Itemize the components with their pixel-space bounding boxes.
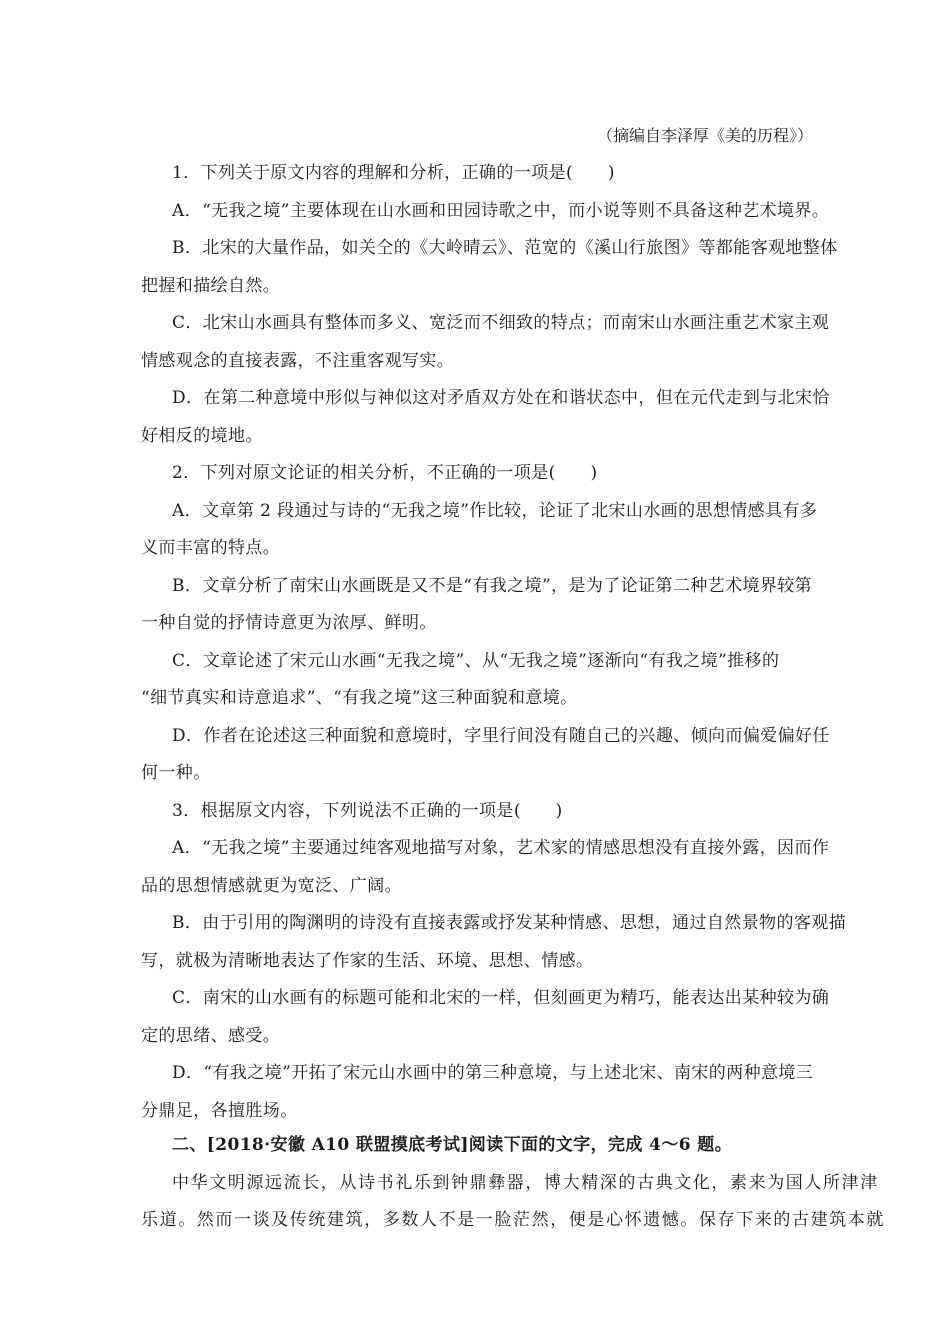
- text-line-q3d2: 分鼎足，各擅胜场。: [141, 1101, 298, 1121]
- text-line-q3a1: A．“无我之境”主要通过纯客观地描写对象，艺术家的情感思想没有直接外露，因而作: [172, 838, 830, 858]
- passage-line-1: 中华文明源远流长，从诗书礼乐到钟鼎彝器，博大精深的古典文化，素来为国人所津津: [172, 1173, 879, 1193]
- text-line-q3d1: D．“有我之境”开拓了宋元山水画中的第三种意境，与上述北宋、南宋的两种意境三: [172, 1063, 814, 1083]
- text-line-q3b1: B．由于引用的陶渊明的诗没有直接表露或抒发某种情感、思想，通过自然景物的客观描: [172, 913, 847, 933]
- section-heading: 二、[2018·安徽 A10 联盟摸底考试]阅读下面的文字，完成 4～6 题。: [172, 1135, 733, 1155]
- source-citation: （摘编自李泽厚《美的历程》）: [596, 126, 813, 145]
- text-line-q2b2: 一种自觉的抒情诗意更为浓厚、鲜明。: [141, 613, 437, 633]
- text-line-q2a2: 义而丰富的特点。: [141, 538, 281, 558]
- text-line-q1: 1．下列关于原文内容的理解和分析，正确的一项是( ): [172, 163, 615, 183]
- text-line-q1c1: C．北宋山水画具有整体而多义、宽泛而不细致的特点；而南宋山水画注重艺术家主观: [172, 313, 830, 333]
- text-line-q3c2: 定的思绪、感受。: [141, 1026, 281, 1046]
- passage-line-2: 乐道。然而一谈及传统建筑，多数人不是一脸茫然，便是心怀遗憾。保存下来的古建筑本就: [141, 1210, 885, 1230]
- text-line-q1a: A．“无我之境”主要体现在山水画和田园诗歌之中，而小说等则不具备这种艺术境界。: [172, 201, 830, 221]
- text-line-q2: 2．下列对原文论证的相关分析，不正确的一项是( ): [172, 463, 598, 483]
- text-line-q3: 3．根据原文内容，下列说法不正确的一项是( ): [172, 801, 563, 821]
- text-line-q2a1: A．文章第 2 段通过与诗的“无我之境”作比较，论证了北宋山水画的思想情感具有多: [172, 501, 818, 521]
- text-line-q2d1: D．作者在论述这三种面貌和意境时，字里行间没有随自己的兴趣、倾向而偏爱偏好任: [172, 726, 830, 746]
- text-line-q2d2: 何一种。: [141, 763, 211, 783]
- text-line-q1d1: D．在第二种意境中形似与神似这对矛盾双方处在和谐状态中，但在元代走到与北宋恰: [172, 388, 830, 408]
- text-line-q2c2: “细节真实和诗意追求”、“有我之境”这三种面貌和意境。: [141, 688, 578, 708]
- text-line-q3c1: C．南宋的山水画有的标题可能和北宋的一样，但刻画更为精巧，能表达出某种较为确: [172, 988, 830, 1008]
- text-line-q1c2: 情感观念的直接表露，不注重客观写实。: [141, 351, 455, 371]
- text-line-q3a2: 品的思想情感就更为宽泛、广阔。: [141, 876, 402, 896]
- text-line-q2b1: B．文章分析了南宋山水画既是又不是“有我之境”，是为了论证第二种艺术境界较第: [172, 576, 813, 596]
- text-line-q1b1: B．北宋的大量作品，如关仝的《大岭晴云》、范宽的《溪山行旅图》等都能客观地整体: [172, 238, 838, 258]
- text-line-q1b2: 把握和描绘自然。: [141, 276, 281, 296]
- text-line-q3b2: 写，就极为清晰地表达了作家的生活、环境、思想、情感。: [141, 951, 594, 971]
- text-line-q2c1: C．文章论述了宋元山水画“无我之境”、从“无我之境”逐渐向“有我之境”推移的: [172, 651, 780, 671]
- text-line-q1d2: 好相反的境地。: [141, 426, 263, 446]
